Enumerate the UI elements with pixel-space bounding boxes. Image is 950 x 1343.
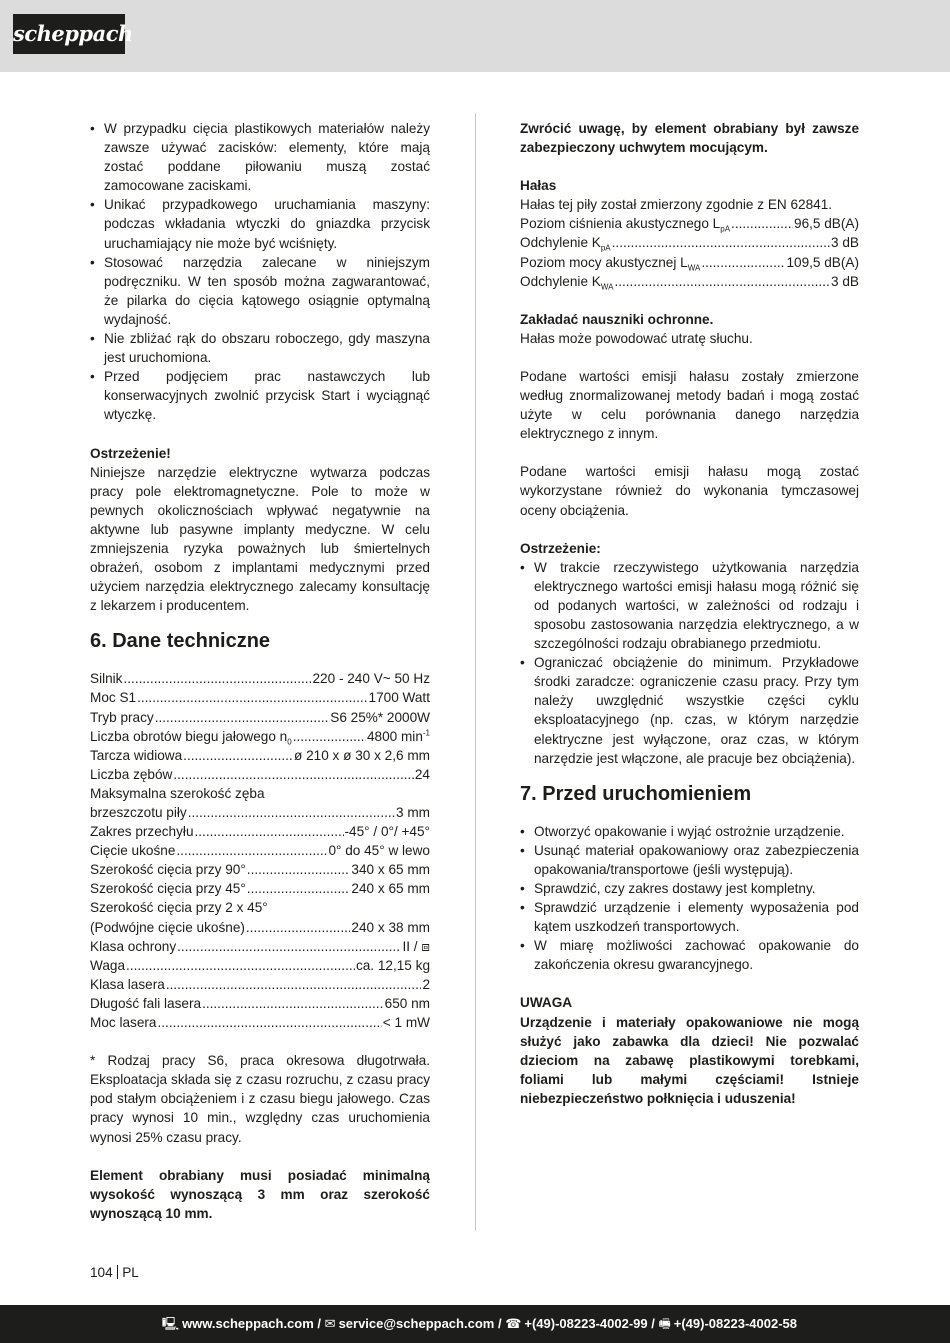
list-item: • Ograniczać obciążenie do minimum. Przykładowe środki zaradcze: ograniczenie czasu pracy. Przy tym należy uwzględnić wszystkie części cyklu eksploatacyjnego (np. czas, w którym narzędzie elektryczne jest wyłączone, oraz czas, w którym narzędzie jest włączone, ale pracuje bez obciążenia). — [520, 653, 859, 768]
spec-row: (Podwójne cięcie ukośne) ..... 240 x 38 mm — [90, 918, 430, 937]
spec-row: Tryb pracy ..... S6 25%* 2000W — [90, 708, 430, 727]
spec-row: Liczba obrotów biegu jałowego $n_0$ ..... 4800 $\min^{-1}$ — [90, 727, 430, 746]
spec-row: Silnik ..... 220 - 240 V~ 50 Hz — [90, 669, 430, 688]
caution-text: Urządzenie i materiały opakowaniowe nie mogą służyć jako zabawka dla dzieci! Nie pozwalać dzieciom na zabawę plastikowymi torebkami, foliami lub małymi częściami! Istnieje niebezpieczeństwo połknięcia i uduszenia! — [520, 1014, 859, 1106]
warning-text: Niniejsze narzędzie elektryczne wytwarza podczas pracy pole elektromagnetyczne. Pole to może w pewnych okolicznościach wpływać negatywnie na aktywne lub pasywne implanty medyczne. W celu zmniejszenia ryzyka poważnych lub śmiertelnych obrażeń, osobom z implantami medycznymi przed użyciem narzędzia elektrycznego zalecamy konsultację z lekarzem i producentem. — [90, 464, 430, 614]
column-divider — [475, 113, 476, 1231]
page-header — [0, 0, 950, 72]
noise-row: Poziom mocy akustycznej $L_{WA}$ ..... 109,5 dB(A) — [520, 253, 859, 272]
spec-row: Klasa lasera ..... 2 — [90, 975, 430, 994]
warning-heading: Ostrzeżenie! — [90, 445, 171, 461]
page-number-value: 104 — [90, 1265, 113, 1280]
footer-fax: +(49)-08223-4002-58 — [673, 1316, 797, 1331]
emission-paragraph: Podane wartości emisji hałasu zostały zmierzone według znormalizowanej metody badań i mogą zostać użyte w celu porównania danego narzędzia elektrycznego z innym. — [520, 368, 859, 442]
list-item: • W przypadku cięcia plastikowych materiałów należy zawsze używać zacisków: elementy, które mają zostać poddane piłowaniu muszą zostać zamocowane zaciskami. — [90, 119, 430, 195]
noise-intro: Hałas tej piły został zmierzony zgodnie z EN 62841. — [520, 197, 833, 213]
caution-heading: UWAGA — [520, 995, 573, 1011]
noise-heading: Hałas — [520, 178, 557, 194]
spec-row: Liczba zębów ..... 24 — [90, 765, 430, 784]
spec-row: Szerokość cięcia przy 45° ..... 240 x 65 mm — [90, 879, 430, 898]
fax-icon: 🖷 — [658, 1316, 671, 1331]
footer-phone: +(49)-08223-4002-99 — [524, 1316, 648, 1331]
spec-row: Moc S1 ..... 1700 Watt — [90, 688, 430, 707]
list-item: • Unikać przypadkowego uruchamiania maszyny: podczas wkładania wtyczki do gniazdka przycisk uruchamiający nie może być wciśnięty. — [90, 195, 430, 252]
spec-row: Tarcza widiowa ..... ø 210 x ø 30 x 2,6 mm — [90, 746, 430, 765]
spec-row: brzeszczotu piły ..... 3 mm — [90, 803, 430, 822]
page-language: PL — [122, 1265, 139, 1280]
computer-icon: 🖳 — [161, 1316, 180, 1331]
right-column — [520, 119, 859, 1108]
spec-row: Zakres przechyłu ..... -45° / 0°/ +45° — [90, 822, 430, 841]
spec-row: Waga ..... ca. 12,15 kg — [90, 956, 430, 975]
noise-values — [520, 214, 859, 290]
footer-email-link[interactable]: service@scheppach.com — [338, 1316, 495, 1331]
safety-bullet-list — [90, 119, 430, 425]
clamp-note: Zwrócić uwagę, by element obrabiany był zawsze zabezpieczony uchwytem mocującym. — [520, 121, 859, 156]
phone-icon: ☎ — [505, 1316, 522, 1331]
list-item: • Sprawdzić urządzenie i elementy wyposażenia pod kątem uszkodzeń transportowych. — [520, 898, 859, 936]
brand-logo: scheppach — [13, 14, 125, 54]
page-number-separator — [117, 1265, 119, 1279]
spec-row: Moc lasera ..... < 1 mW — [90, 1013, 430, 1032]
footer-website-link[interactable]: www.scheppach.com — [182, 1316, 314, 1331]
spec-row-label: Maksymalna szerokość zęba — [90, 785, 265, 801]
list-item: • Przed podjęciem prac nastawczych lub konserwacyjnych zwolnić przycisk Start i wyciągnąć wtyczkę. — [90, 367, 430, 424]
list-item: • W miarę możliwości zachować opakowanie do zakończenia okresu gwarancyjnego. — [520, 936, 859, 974]
startup-bullet-list — [520, 822, 859, 975]
spec-row: Długość fali lasera ..... 650 nm — [90, 994, 430, 1013]
list-item: • Stosować narzędzia zalecane w niniejszym podręczniku. W ten sposób można zagwarantować, że pilarka do cięcia kątowego osiągnie optymalną wydajność. — [90, 253, 430, 329]
spec-row: Cięcie ukośne ..... 0° do 45° w lewo — [90, 841, 430, 860]
list-item: • Nie zbliżać rąk do obszaru roboczego, gdy maszyna jest uruchomiona. — [90, 329, 430, 367]
list-item: • Otworzyć opakowanie i wyjąć ostrożnie urządzenie. — [520, 822, 859, 841]
list-item: • W trakcie rzeczywistego użytkowania narzędzia elektrycznego wartości emisji hałasu mogą różnić się od podanych wartości, w zależności od rodzaju i sposobu zastosowania narzędzia elektrycznego, a w szczególności rodzaju obrabianego przedmiotu. — [520, 558, 859, 653]
spec-row: Klasa ochrony ..... II / ⧈ — [90, 937, 430, 956]
mail-icon: ✉ — [324, 1316, 336, 1331]
workpiece-note: Element obrabiany musi posiadać minimalną wysokość wynoszącą 3 mm oraz szerokość wynoszącą 10 mm. — [90, 1167, 430, 1221]
spec-row-label: Szerokość cięcia przy 2 x 45° — [90, 900, 268, 916]
noise-row: Poziom ciśnienia akustycznego $L_{pA}$ ..... 96,5 dB(A) — [520, 214, 859, 233]
list-item: • Sprawdzić, czy zakres dostawy jest kompletny. — [520, 879, 859, 898]
list-item: • Usunąć materiał opakowaniowy oraz zabezpieczenia opakowania/transportowe (jeśli występują). — [520, 841, 859, 879]
ear-protection-heading: Zakładać nauszniki ochronne. — [520, 311, 714, 327]
noise-row: Odchylenie $K_{pA}$ ..... 3 dB — [520, 233, 859, 252]
noise-row: Odchylenie $K_{WA}$ ..... 3 dB — [520, 272, 859, 291]
section-title-before-startup: 7. Przed uruchomieniem — [520, 782, 752, 805]
footnote: * Rodzaj pracy S6, praca okresowa długotrwała. Eksploatacja składa się z czasu rozruchu, z czasu pracy pod stałym obciążeniem i z czasu biegu jałowego. Czas pracy wynosi 10 min., względny czas uruchomienia wynosi 25% czasu pracy. — [90, 1053, 430, 1145]
left-column — [90, 119, 430, 1223]
ear-protection-text: Hałas może powodować utratę słuchu. — [520, 330, 753, 346]
page-footer: 🖳 www.scheppach.com / ✉ service@scheppach.com / ☎ +(49)-08223-4002-99 / 🖷 +(49)-08223-4002-58 — [0, 1305, 950, 1343]
spec-list — [90, 669, 430, 1032]
section-title-technical-data: 6. Dane techniczne — [90, 630, 271, 653]
spec-row: Szerokość cięcia przy 90° ..... 340 x 65 mm — [90, 860, 430, 879]
warning-heading: Ostrzeżenie: — [520, 540, 601, 556]
warning-bullet-list — [520, 558, 859, 768]
page-number — [90, 1265, 139, 1280]
emission-paragraph: Podane wartości emisji hałasu mogą zostać wykorzystane również do wykonania tymczasowej oceny obciążenia. — [520, 464, 859, 518]
